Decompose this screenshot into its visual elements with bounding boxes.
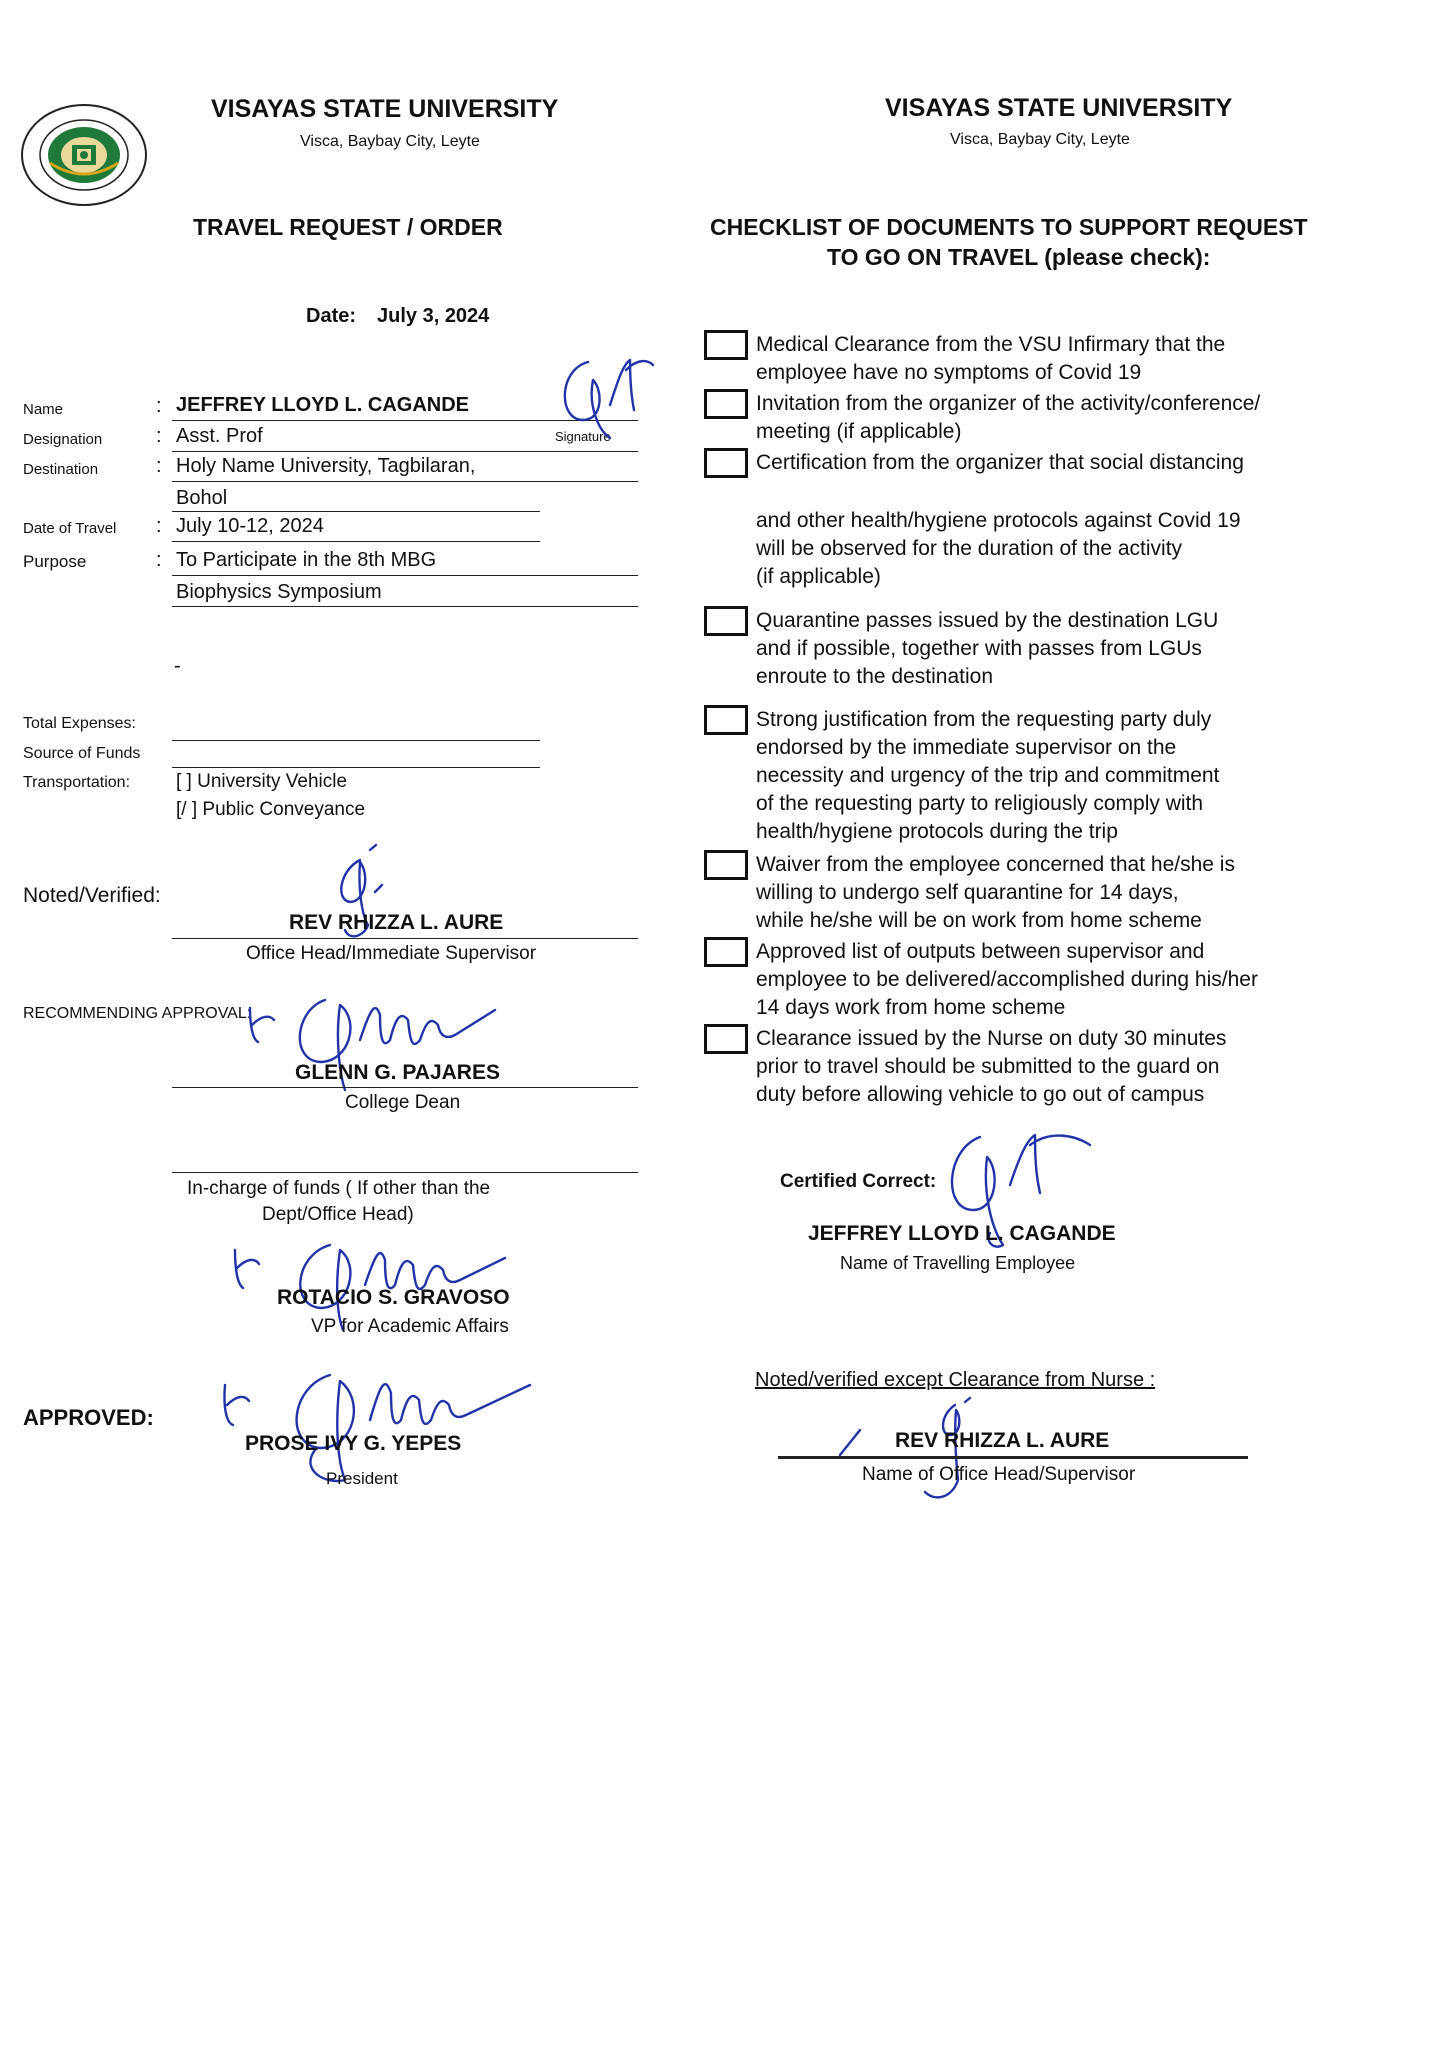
designation-label: Designation bbox=[23, 431, 103, 448]
source-of-funds-label: Source of Funds bbox=[23, 745, 141, 762]
employee-caption: Name of Travelling Employee bbox=[840, 1253, 1076, 1273]
recommending-name: GLENN G. PAJARES bbox=[295, 1061, 500, 1084]
purpose-dash: - bbox=[174, 655, 181, 677]
checklist-title-line1: CHECKLIST OF DOCUMENTS TO SUPPORT REQUEST bbox=[710, 214, 1308, 240]
form-title: TRAVEL REQUEST / ORDER bbox=[193, 214, 503, 240]
checklist-item-text: endorsed by the immediate supervisor on the bbox=[756, 736, 1177, 759]
checklist-checkbox[interactable] bbox=[704, 850, 748, 880]
destination-underline2 bbox=[172, 511, 540, 512]
checklist-item-text: 14 days work from home scheme bbox=[756, 996, 1066, 1019]
name-label: Name bbox=[23, 401, 64, 418]
checklist-checkbox[interactable] bbox=[704, 606, 748, 636]
head-underline bbox=[778, 1456, 1248, 1459]
transport-public-conveyance: [/ ] Public Conveyance bbox=[176, 799, 366, 820]
checklist-item-text: while he/she will be on work from home scheme bbox=[756, 909, 1202, 932]
checklist-checkbox[interactable] bbox=[704, 705, 748, 735]
designation-underline bbox=[172, 451, 638, 452]
noted-name: REV RHIZZA L. AURE bbox=[289, 911, 504, 934]
university-seal bbox=[20, 103, 148, 207]
checklist-item-text: enroute to the destination bbox=[756, 665, 994, 688]
recommending-title: College Dean bbox=[345, 1092, 461, 1113]
checklist-item-text: willing to undergo self quarantine for 14 days, bbox=[756, 881, 1179, 904]
purpose-underline2 bbox=[172, 606, 638, 607]
total-expenses-underline bbox=[172, 740, 540, 741]
head-name: REV RHIZZA L. AURE bbox=[895, 1429, 1110, 1452]
checklist-item-text: employee have no symptoms of Covid 19 bbox=[756, 361, 1142, 384]
funds-label-line1: In-charge of funds ( If other than the bbox=[187, 1178, 491, 1199]
checklist-item-text: employee to be delivered/accomplished during his/her bbox=[756, 968, 1258, 991]
checklist-item-text: prior to travel should be submitted to the guard on bbox=[756, 1055, 1220, 1078]
destination-line1: Holy Name University, Tagbilaran, bbox=[176, 455, 476, 477]
name-colon: : bbox=[156, 395, 162, 417]
destination-label: Destination bbox=[23, 461, 99, 478]
checklist-item-text: Strong justification from the requesting party duly bbox=[756, 708, 1212, 731]
date-label: Date: bbox=[306, 305, 357, 327]
checklist-checkbox[interactable] bbox=[704, 937, 748, 967]
designation-value: Asst. Prof bbox=[176, 425, 263, 447]
transport-university-vehicle: [ ] University Vehicle bbox=[176, 771, 348, 792]
checklist-item-text: necessity and urgency of the trip and commitment bbox=[756, 764, 1220, 787]
destination-line2: Bohol bbox=[176, 487, 228, 509]
funds-label-line2: Dept/Office Head) bbox=[262, 1204, 414, 1225]
date-of-travel-underline bbox=[172, 541, 540, 542]
traveler-name: JEFFREY LLOYD L. CAGANDE bbox=[176, 394, 469, 416]
vp-name: ROTACIO S. GRAVOSO bbox=[277, 1286, 510, 1309]
checklist-item-text: meeting (if applicable) bbox=[756, 420, 962, 443]
checklist-checkbox[interactable] bbox=[704, 448, 748, 478]
noted-verified-label: Noted/Verified: bbox=[23, 884, 161, 907]
checklist-item-text: (if applicable) bbox=[756, 565, 881, 588]
request-date: July 3, 2024 bbox=[377, 305, 490, 327]
vp-title: VP for Academic Affairs bbox=[311, 1316, 509, 1337]
date-of-travel-value: July 10-12, 2024 bbox=[176, 515, 324, 537]
employee-name: JEFFREY LLOYD L. CAGANDE bbox=[808, 1222, 1116, 1245]
checklist-item-text: duty before allowing vehicle to go out of campus bbox=[756, 1083, 1205, 1106]
president-name: PROSE IVY G. YEPES bbox=[245, 1432, 462, 1455]
purpose-label: Purpose bbox=[23, 552, 87, 571]
checklist-item-text: Waiver from the employee concerned that he/she is bbox=[756, 853, 1235, 876]
total-expenses-label: Total Expenses: bbox=[23, 715, 136, 732]
checklist-item-text: and if possible, together with passes from LGUs bbox=[756, 637, 1202, 660]
checklist-title-line2: TO GO ON TRAVEL (please check): bbox=[827, 244, 1211, 270]
president-title: President bbox=[326, 1469, 398, 1488]
checklist-checkbox[interactable] bbox=[704, 389, 748, 419]
traveler-signature bbox=[548, 350, 658, 440]
university-address-left: Visca, Baybay City, Leyte bbox=[300, 133, 480, 150]
date-of-travel-colon: : bbox=[156, 515, 162, 537]
certified-label: Certified Correct: bbox=[780, 1171, 937, 1192]
university-address-right: Visca, Baybay City, Leyte bbox=[950, 131, 1130, 148]
recommending-underline bbox=[172, 1087, 638, 1088]
checklist-item-text: will be observed for the duration of the activity bbox=[756, 537, 1183, 560]
transportation-label: Transportation: bbox=[23, 774, 131, 791]
noted-title: Office Head/Immediate Supervisor bbox=[246, 943, 537, 964]
checklist-item-text: Quarantine passes issued by the destination LGU bbox=[756, 609, 1219, 632]
checklist-checkbox[interactable] bbox=[704, 1024, 748, 1054]
noted-underline bbox=[172, 938, 638, 939]
checklist-item-text: of the requesting party to religiously comply with bbox=[756, 792, 1204, 815]
checklist-item-text: Medical Clearance from the VSU Infirmary that the bbox=[756, 333, 1226, 356]
approved-label: APPROVED: bbox=[23, 1405, 154, 1430]
checklist-item-text: Invitation from the organizer of the activity/conference/ bbox=[756, 392, 1261, 415]
purpose-line1: To Participate in the 8th MBG bbox=[176, 549, 437, 571]
purpose-line2: Biophysics Symposium bbox=[176, 581, 382, 603]
university-name-right: VISAYAS STATE UNIVERSITY bbox=[885, 94, 1233, 122]
source-of-funds-underline bbox=[172, 767, 540, 768]
university-name-left: VISAYAS STATE UNIVERSITY bbox=[211, 95, 559, 123]
checklist-checkbox[interactable] bbox=[704, 330, 748, 360]
checklist-item-text: and other health/hygiene protocols against Covid 19 bbox=[756, 509, 1241, 532]
checklist-item-text: health/hygiene protocols during the trip bbox=[756, 820, 1118, 843]
purpose-underline1 bbox=[172, 575, 638, 576]
destination-underline1 bbox=[172, 481, 638, 482]
signature-label: Signature bbox=[555, 429, 611, 444]
designation-colon: : bbox=[156, 425, 162, 447]
checklist-item-text: Approved list of outputs between supervisor and bbox=[756, 940, 1205, 963]
head-caption: Name of Office Head/Supervisor bbox=[862, 1464, 1136, 1485]
purpose-colon: : bbox=[156, 549, 162, 571]
funds-signature-line bbox=[172, 1172, 638, 1173]
checklist-item-text: Certification from the organizer that social distancing bbox=[756, 451, 1244, 474]
date-of-travel-label: Date of Travel bbox=[23, 520, 117, 537]
noted-except-label: Noted/verified except Clearance from Nurse : bbox=[755, 1369, 1156, 1391]
recommending-label: RECOMMENDING APPROVAL: bbox=[23, 1005, 252, 1022]
destination-colon: : bbox=[156, 455, 162, 477]
checklist-item-text: Clearance issued by the Nurse on duty 30 minutes bbox=[756, 1027, 1227, 1050]
